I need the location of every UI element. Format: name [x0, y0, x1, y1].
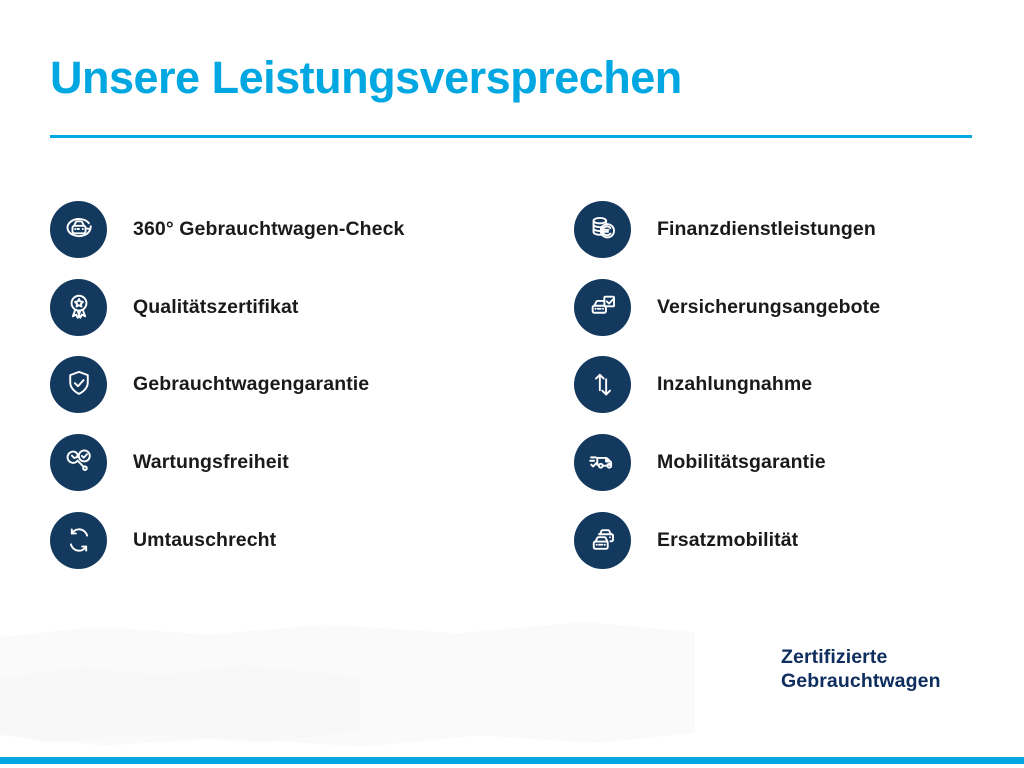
- wrench-check-icon: [61, 444, 97, 480]
- icon-circle: [50, 434, 107, 491]
- promise-item: [574, 433, 826, 491]
- promise-label: Umtauschrecht: [133, 528, 277, 551]
- background-watermark: [0, 622, 695, 748]
- car-360-icon: [61, 211, 97, 247]
- promise-item: [574, 200, 876, 258]
- promise-label: 360° Gebrauchtwagen-Check: [133, 217, 405, 240]
- promise-label: Ersatzmobilität: [657, 528, 799, 551]
- promise-label: Gebrauchtwagengarantie: [133, 372, 370, 395]
- exchange-arrows-icon: [61, 522, 97, 558]
- promise-label: Finanzdienstleistungen: [657, 217, 876, 240]
- promise-label: Qualitätszertifikat: [133, 295, 299, 318]
- brand-line-1: Zertifizierte: [781, 646, 888, 668]
- promise-label: Inzahlungnahme: [657, 372, 813, 395]
- promise-item: [50, 511, 276, 569]
- icon-circle: [50, 512, 107, 569]
- promise-label: Versicherungsangebote: [657, 295, 881, 318]
- promise-item: [50, 278, 299, 336]
- promise-item: [50, 200, 404, 258]
- promise-item: [50, 355, 369, 413]
- icon-circle: [574, 512, 631, 569]
- promise-item: [574, 511, 798, 569]
- service-van-icon: [585, 444, 621, 480]
- promise-item: [50, 433, 289, 491]
- certificate-icon: [61, 289, 97, 325]
- two-cars-icon: [585, 522, 621, 558]
- icon-circle: [50, 356, 107, 413]
- promise-label: Wartungsfreiheit: [133, 450, 289, 473]
- car-checkbox-icon: [585, 289, 621, 325]
- icon-circle: [50, 279, 107, 336]
- icon-circle: [574, 434, 631, 491]
- icon-circle: [574, 279, 631, 336]
- brand-line-2: Gebrauchtwagen: [781, 670, 941, 692]
- coins-euro-icon: [585, 211, 621, 247]
- bottom-accent-bar: [0, 757, 1024, 764]
- arrows-up-down-icon: [585, 366, 621, 402]
- promise-label: Mobilitätsgarantie: [657, 450, 826, 473]
- title-divider: [50, 135, 972, 138]
- background-watermark: [0, 662, 360, 746]
- icon-circle: [574, 356, 631, 413]
- promise-item: [574, 355, 812, 413]
- shield-check-icon: [61, 366, 97, 402]
- icon-circle: [574, 201, 631, 258]
- icon-circle: [50, 201, 107, 258]
- promise-item: [574, 278, 880, 336]
- brand-logo-text: [781, 645, 941, 693]
- page-title: Unsere Leistungsversprechen: [50, 52, 682, 103]
